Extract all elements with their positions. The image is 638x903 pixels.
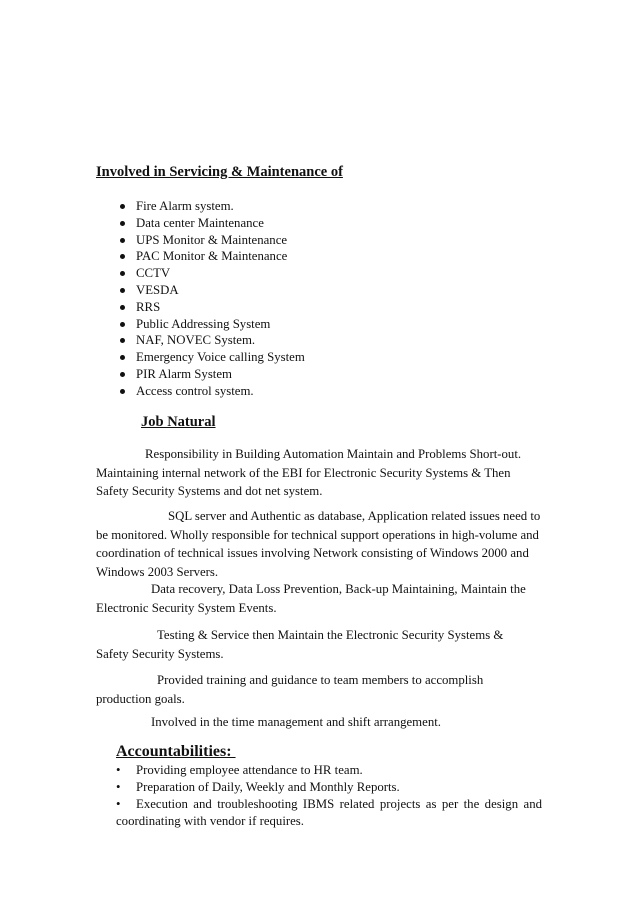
job-paragraph-6	[96, 713, 546, 732]
job-paragraph-5	[96, 671, 546, 708]
list-item-text: Emergency Voice calling System	[136, 350, 305, 365]
bullet-icon: •	[116, 780, 121, 794]
job-paragraph-4	[96, 626, 546, 663]
list-item-text: Fire Alarm system.	[136, 199, 234, 213]
paragraph-first-line: SQL server and Authentic as database, Application related issues need to	[168, 509, 541, 523]
list-item	[116, 762, 542, 779]
list-item	[120, 366, 305, 383]
list-item-text: NAF, NOVEC System.	[136, 333, 256, 348]
bullet-icon: •	[116, 763, 121, 777]
list-item-text: Providing employee attendance to HR team.	[136, 763, 363, 777]
paragraph-rest: production goals.	[96, 691, 185, 706]
servicing-heading: Involved in Servicing & Maintenance of	[96, 164, 343, 180]
bullet-icon	[120, 238, 125, 243]
list-item	[116, 796, 542, 830]
bullet-icon	[120, 389, 125, 394]
list-item	[120, 232, 305, 249]
paragraph-first-line: Involved in the time management and shift arrangement.	[151, 715, 441, 729]
bullet-icon	[120, 254, 125, 259]
list-item	[120, 282, 305, 299]
servicing-list	[120, 198, 305, 400]
list-item	[120, 265, 305, 282]
bullet-icon	[120, 355, 125, 360]
paragraph-first-line: Responsibility in Building Automation Maintain and Problems Short-out.	[145, 447, 522, 461]
list-item-text: VESDA	[136, 282, 179, 297]
bullet-icon	[120, 221, 125, 226]
list-item-text: PAC Monitor & Maintenance	[136, 249, 288, 264]
paragraph-first-line: Data recovery, Data Loss Prevention, Back-up Maintaining, Maintain the	[151, 582, 526, 596]
paragraph-first-line: Testing & Service then Maintain the Electronic Security Systems &	[157, 628, 504, 642]
list-item	[120, 316, 305, 333]
accountabilities-heading: Accountabilities:	[116, 743, 236, 760]
paragraph-rest: Safety Security Systems.	[96, 646, 224, 661]
list-item	[116, 779, 542, 796]
job-heading: Job Natural	[141, 414, 216, 430]
bullet-icon	[120, 338, 125, 343]
paragraph-rest: Electronic Security System Events.	[96, 600, 277, 615]
list-item-text: UPS Monitor & Maintenance	[136, 232, 288, 247]
job-paragraph-1	[96, 445, 546, 501]
list-item	[120, 215, 305, 232]
list-item	[120, 332, 305, 349]
list-item-text: Data center Maintenance	[136, 215, 264, 230]
list-item-text: RRS	[136, 299, 161, 314]
job-paragraph-2	[96, 507, 546, 581]
accountabilities-list	[116, 762, 542, 830]
bullet-icon	[120, 322, 125, 327]
bullet-icon	[120, 372, 125, 377]
job-paragraph-3	[96, 580, 546, 617]
list-item	[120, 349, 305, 366]
paragraph-rest: be monitored. Wholly responsible for technical support operations in high-volume and coordination of technical issues involving Network consisting of Windows 2000 and Windows 2003 Servers.	[96, 527, 539, 579]
list-item	[120, 383, 305, 400]
bullet-icon	[120, 271, 125, 276]
list-item-text: Public Addressing System	[136, 316, 271, 331]
paragraph-rest: Maintaining internal network of the EBI for Electronic Security Systems & Then Safety Security Systems and dot net system.	[96, 465, 511, 498]
bullet-icon	[120, 305, 125, 310]
bullet-icon	[120, 288, 125, 293]
paragraph-first-line: Provided training and guidance to team members to accomplish	[157, 673, 484, 687]
list-item-text: PIR Alarm System	[136, 366, 232, 381]
list-item	[120, 299, 305, 316]
list-item-text: Execution and troubleshooting IBMS related projects as per the design and coordinating with vendor if requires.	[116, 797, 542, 828]
list-item	[120, 248, 305, 265]
list-item	[120, 198, 305, 215]
list-item-text: CCTV	[136, 266, 171, 281]
list-item-text: Preparation of Daily, Weekly and Monthly Reports.	[136, 780, 400, 794]
bullet-icon	[120, 204, 125, 209]
bullet-icon: •	[116, 797, 121, 811]
list-item-text: Access control system.	[136, 383, 254, 398]
